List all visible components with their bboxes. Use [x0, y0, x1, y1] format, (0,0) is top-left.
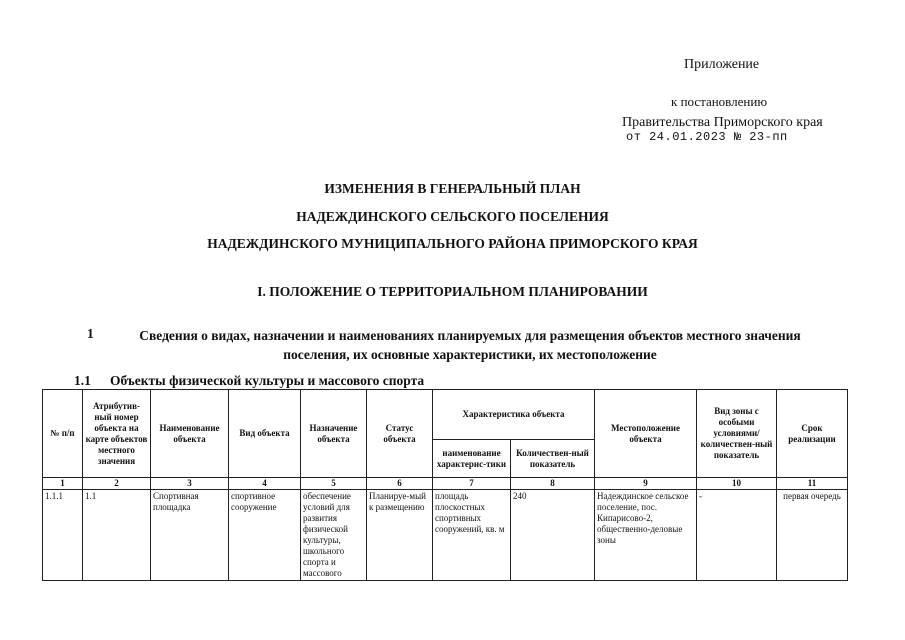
- column-number: 1: [43, 478, 83, 490]
- header-zone: Вид зоны с особыми условиями/ количествен-ный показатель: [697, 390, 777, 478]
- cell-name: Спортивная площадка: [151, 490, 229, 581]
- column-number: 2: [83, 478, 151, 490]
- column-number: 11: [777, 478, 848, 490]
- subsubsection-text: Объекты физической культуры и массового спорта: [110, 373, 425, 388]
- title-line-2: НАДЕЖДИНСКОГО СЕЛЬСКОГО ПОСЕЛЕНИЯ: [296, 209, 609, 224]
- header-purpose: Назначение объекта: [301, 390, 367, 478]
- subsubsection-number: 1.1: [74, 373, 91, 388]
- column-number: 4: [229, 478, 301, 490]
- objects-table: [42, 389, 848, 581]
- cell-status: Планируе-мый к размещению: [367, 490, 433, 581]
- cell-purpose: обеспечение условий для развития физической культуры, школьного спорта и массового: [301, 490, 367, 581]
- header-char-value: Количествен-ный показатель: [511, 440, 595, 478]
- cell-num: 1.1.1: [43, 490, 83, 581]
- subsection-text: Сведения о видах, назначении и наименованиях планируемых для размещения объектов местного значения поселения, их основные характеристики, их местоположение: [139, 328, 801, 362]
- header-status: Статус объекта: [367, 390, 433, 478]
- header-characteristics: Характеристика объекта: [433, 390, 595, 440]
- cell-term: первая очередь: [777, 490, 848, 581]
- cell-location: Надеждинское сельское поселение, пос. Кипарисово-2, общественно-деловые зоны: [595, 490, 697, 581]
- header-location: Местоположение объекта: [595, 390, 697, 478]
- column-number: 3: [151, 478, 229, 490]
- government-label: Правительства Приморского края: [622, 115, 823, 130]
- appendix-label: Приложение: [684, 57, 760, 72]
- table-row: [43, 490, 848, 581]
- cell-zone: -: [697, 490, 777, 581]
- column-number: 9: [595, 478, 697, 490]
- header-char-name: наименование характерис-тики: [433, 440, 511, 478]
- cell-char-value: 240: [511, 490, 595, 581]
- column-number: 6: [367, 478, 433, 490]
- header-term: Срок реализации: [777, 390, 848, 478]
- header-type: Вид объекта: [229, 390, 301, 478]
- column-number: 10: [697, 478, 777, 490]
- subsubsection-heading: [74, 373, 424, 389]
- decree-date: от 24.01.2023 № 23-пп: [626, 130, 788, 144]
- title-line-3: НАДЕЖДИНСКОГО МУНИЦИПАЛЬНОГО РАЙОНА ПРИМОРСКОГО КРАЯ: [207, 236, 698, 251]
- column-number: 5: [301, 478, 367, 490]
- column-numbers-row: [43, 478, 848, 490]
- header-num: № п/п: [43, 390, 83, 478]
- cell-type: спортивное сооружение: [229, 490, 301, 581]
- title-line-1: ИЗМЕНЕНИЯ В ГЕНЕРАЛЬНЫЙ ПЛАН: [324, 181, 581, 196]
- section-heading: I. ПОЛОЖЕНИЕ О ТЕРРИТОРИАЛЬНОМ ПЛАНИРОВАНИИ: [257, 284, 648, 299]
- column-number: 8: [511, 478, 595, 490]
- cell-attr: 1.1: [83, 490, 151, 581]
- cell-char-name: площадь плоскостных спортивных сооружений, кв. м: [433, 490, 511, 581]
- header-attr: Атрибутив-ный номер объекта на карте объектов местного значения: [83, 390, 151, 478]
- to-decree-label: к постановлению: [671, 94, 768, 109]
- subsection-number: 1: [87, 326, 94, 341]
- header-name: Наименование объекта: [151, 390, 229, 478]
- column-number: 7: [433, 478, 511, 490]
